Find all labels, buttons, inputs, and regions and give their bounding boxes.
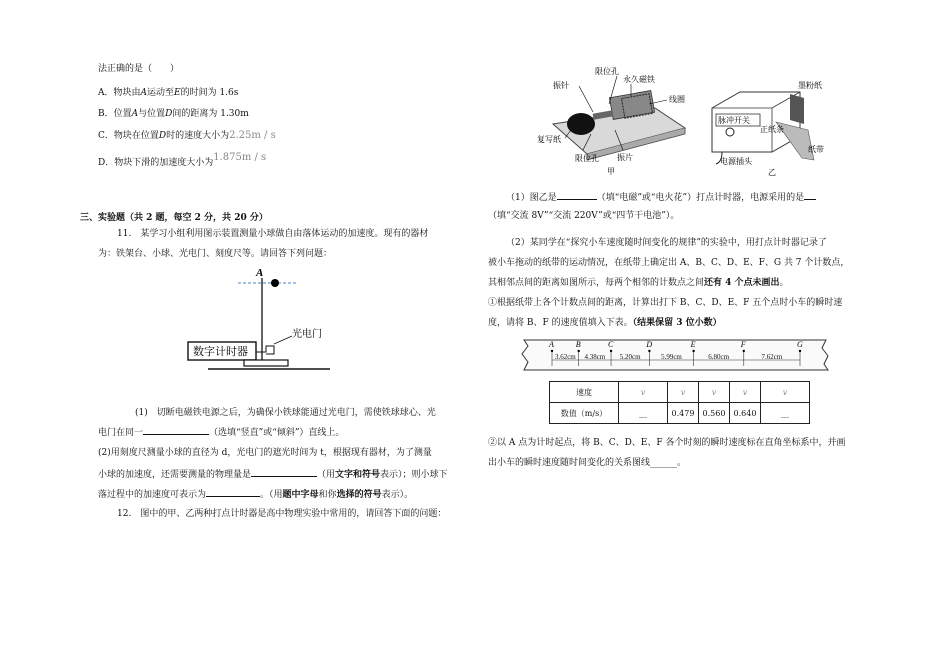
tape-distance-label: 5.99cm bbox=[661, 353, 682, 361]
value-cell-f[interactable]: __ bbox=[761, 403, 810, 424]
jia-label-4: 复写纸 bbox=[537, 135, 561, 144]
free-fall-apparatus-figure bbox=[180, 262, 340, 377]
jia-caption: 甲 bbox=[607, 167, 615, 176]
q12-part1-line1: （1）图乙是 （填“电磁”或“电火花”）打点计时器，电源采用的是 bbox=[506, 190, 816, 205]
yi-label-2: 正纸条 bbox=[760, 125, 784, 134]
q11-part1-line1: (1) 切断电磁铁电源之后，为确保小铁球能通过光电门，需使铁球球心、光 bbox=[135, 408, 436, 418]
value-cell-b[interactable]: __ bbox=[619, 403, 668, 424]
yi-label-1: 脉冲开关 bbox=[718, 116, 750, 125]
speed-table bbox=[549, 381, 810, 424]
q11-part2-line1: (2)用刻度尺测量小球的直径为 d，光电门的遮光时间为 t，根据现有器材，为了测量 bbox=[98, 448, 432, 458]
carbon-paper-disc bbox=[567, 113, 595, 135]
ball-icon bbox=[271, 279, 279, 287]
tape-dot-c bbox=[610, 350, 612, 352]
jia-label-5: 限位孔 bbox=[575, 154, 599, 163]
q12-part2-line5: 度，请将 B、F 的速度值填入下表。（结果保留 3 位小数） bbox=[488, 318, 722, 328]
tape-dot-d bbox=[648, 350, 650, 352]
q12-part2-item2-line1: ②以 A 点为计时起点，将 B、C、D、E、F 各个时刻的瞬时速度标在直角坐标系中，并画 bbox=[488, 438, 846, 448]
jia-label-1: 永久磁铁 bbox=[623, 75, 655, 84]
q12-part2-item2-line2: 出小车的瞬时速度随时间变化的关系图线______。 bbox=[488, 458, 687, 468]
tape-distance-label: 7.62cm bbox=[761, 353, 783, 361]
q10-option-b[interactable]: B．位置A与位置D间的距离为 1.30m bbox=[98, 109, 249, 119]
speed-cell: v bbox=[730, 382, 761, 403]
q12-part2-line4: ①根据纸带上各个计数点间的距离，计算出打下 B、C、D、E、F 五个点时小车的瞬时速 bbox=[488, 298, 843, 308]
answer-blank-acceleration[interactable] bbox=[206, 487, 260, 497]
tape-point-label-a: A bbox=[549, 340, 554, 349]
value-row-label: 数值（m/s） bbox=[550, 403, 619, 424]
q11-line1: 11. 某学习小组利用图示装置测量小球做自由落体运动的加速度。现有的器材 bbox=[117, 229, 429, 239]
tape-dot-f bbox=[743, 350, 745, 352]
jia-label-0: 限位孔 bbox=[595, 67, 619, 76]
speed-cell: v bbox=[668, 382, 699, 403]
base-block bbox=[244, 360, 288, 366]
q10-option-d[interactable]: D．物块下滑的加速度大小为1.875m / s bbox=[98, 152, 267, 168]
tape-distance-label: 4.38cm bbox=[584, 353, 606, 361]
photogate-label: 光电门 bbox=[292, 329, 322, 340]
table-row bbox=[550, 403, 810, 424]
tape-dot-a bbox=[551, 350, 553, 352]
q11-part1-line2: 电门在同一 （选填“竖直”或“倾斜”）直线上。 bbox=[98, 425, 344, 440]
speed-cell: v bbox=[619, 382, 668, 403]
jia-label-2: 振针 bbox=[553, 81, 569, 90]
tape-point-label-g: G bbox=[797, 340, 803, 349]
tape-point-label-f: F bbox=[740, 340, 746, 349]
speed-row-label: 速度 bbox=[550, 382, 619, 403]
yi-caption: 乙 bbox=[768, 168, 776, 177]
q10-option-c[interactable]: C．物块在位置D时的速度大小为2.25m / s bbox=[98, 130, 276, 141]
answer-blank-power[interactable] bbox=[804, 190, 816, 200]
q12-part2-line1: （2）某同学在“探究小车速度随时间变化的规律”的实验中，用打点计时器记录了 bbox=[506, 238, 827, 248]
jia-label-6: 振片 bbox=[617, 153, 633, 162]
photogate-icon bbox=[256, 346, 274, 354]
point-a-label: A bbox=[256, 267, 264, 279]
answer-blank-quantity[interactable] bbox=[251, 467, 317, 477]
spark-timer-figure bbox=[700, 78, 828, 178]
photogate-pointer bbox=[274, 336, 292, 344]
q10-option-a[interactable]: A．物块由A运动至E的时间为 1.6s bbox=[98, 88, 239, 98]
q11-line2: 为：铁架台、小球、光电门、刻度尺等。请回答下列问题： bbox=[98, 249, 333, 259]
q11-part2-line3: 落过程中的加速度可表示为 。（用题中字母和你选择的符号表示）。 bbox=[98, 487, 413, 502]
tape-distance-label: 3.62cm bbox=[554, 353, 576, 361]
q12-line1: 12. 图中的甲、乙两种打点计时器是高中物理实验中常用的，请回答下面的问题： bbox=[117, 509, 447, 519]
toner-disc bbox=[790, 94, 804, 124]
pointer-1 bbox=[579, 86, 593, 112]
q12-part2-line3: 其相邻点间的距离如图所示，每两个相邻的计数点之间还有 4 个点未画出。 bbox=[488, 278, 789, 288]
tape-point-label-d: D bbox=[646, 340, 653, 349]
electromagnetic-timer-figure bbox=[535, 64, 695, 176]
tape-point-label-c: C bbox=[608, 340, 614, 349]
paper-tape-figure bbox=[518, 336, 833, 374]
yi-label-0: 墨粉纸 bbox=[798, 81, 822, 90]
answer-blank-line[interactable] bbox=[143, 425, 209, 435]
speed-cell: v bbox=[699, 382, 730, 403]
tape-dot-g bbox=[799, 350, 801, 352]
q11-part2-line2: 小球的加速度，还需要测量的物理量是 （用文字和符号表示）；则小球下 bbox=[98, 467, 448, 482]
tape-distance-label: 6.80cm bbox=[708, 353, 730, 361]
section-title: 三、实验题（共 2 题，每空 2 分，共 20 分） bbox=[80, 213, 268, 223]
jia-label-3: 线圈 bbox=[669, 95, 685, 104]
digital-timer-label: 数字计时器 bbox=[193, 345, 248, 358]
tape-distance-label: 5.20cm bbox=[619, 353, 641, 361]
speed-cell: v bbox=[761, 382, 810, 403]
value-cell-e: 0.640 bbox=[730, 403, 761, 424]
yi-label-3: 纸带 bbox=[808, 145, 824, 154]
value-cell-c: 0.479 bbox=[668, 403, 699, 424]
table-row bbox=[550, 382, 810, 403]
tape-point-label-b: B bbox=[575, 340, 581, 349]
yi-label-4: 电源插头 bbox=[720, 157, 752, 166]
tape-point-label-e: E bbox=[690, 340, 696, 349]
answer-blank-timer-type[interactable] bbox=[557, 190, 597, 200]
tape-dot-e bbox=[692, 350, 694, 352]
value-cell-d: 0.560 bbox=[699, 403, 730, 424]
q12-part2-line2: 被小车拖动的纸带的运动情况，在纸带上确定出 A、B、C、D、E、F、G 共 7 个计数点， bbox=[488, 258, 850, 268]
q10-stem-tail: 法正确的是（ ） bbox=[98, 64, 180, 74]
q12-part1-line2: （填“交流 8V”“交流 220V”或“四节干电池”）。 bbox=[488, 211, 680, 221]
tape-dot-b bbox=[578, 350, 580, 352]
